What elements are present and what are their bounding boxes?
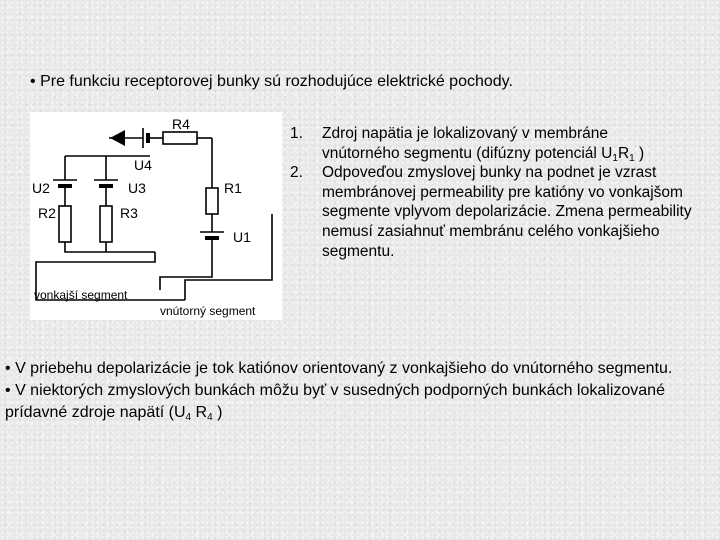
bottom-bullets	[5, 358, 705, 424]
subscript-1b: 1	[629, 152, 635, 164]
list-item-text: Odpoveďou zmyslovej bunky na podnet je vzrast membránovej permeability pre katióny vo vonkajšom segmente vplyvom depolarizácie. Zmena permeability nemusí zasiahnuť membránu celého vonkajšieho segmentu.	[322, 164, 692, 260]
label-u2: U2	[32, 180, 50, 196]
list-item	[290, 163, 715, 261]
label-r4: R4	[172, 116, 190, 132]
bullet-text-prefix: V niektorých zmyslových bunkách môžu byť v susedných podporných bunkách lokalizované prídavné zdroje napätí (U	[5, 382, 665, 421]
line2-prefix: vnútorného segmentu (difúzny potenciál U	[322, 144, 613, 162]
intro-bullet	[30, 72, 690, 92]
resistor-r4	[163, 132, 197, 144]
subscript-4a: 4	[185, 412, 192, 423]
bullet-paragraph-1	[5, 358, 705, 380]
receptor-circuit-diagram	[30, 112, 282, 320]
label-r1: R1	[224, 180, 242, 196]
bullet-text-suffix: )	[212, 404, 223, 421]
subscript-4b: 4	[207, 412, 213, 423]
bullet-marker: •	[5, 360, 11, 377]
resistor-r2	[59, 206, 71, 242]
resistor-r3	[100, 206, 112, 242]
list-number: 2.	[290, 164, 303, 182]
label-outer-segment: vonkajší segment	[34, 288, 128, 302]
circuit-svg	[30, 112, 282, 320]
bullet-paragraph-2	[5, 380, 705, 424]
label-inner-segment: vnútorný segment	[160, 304, 256, 318]
list-item	[290, 124, 715, 163]
bullet-marker: •	[5, 382, 11, 399]
label-r2: R2	[38, 205, 56, 221]
list-item-line1: Zdroj napätia je lokalizovaný v membráne	[322, 125, 609, 142]
label-u4: U4	[134, 157, 152, 173]
label-u1: U1	[233, 229, 251, 245]
resistor-r1	[206, 188, 218, 214]
numbered-list	[290, 124, 715, 261]
symbol-r: R	[191, 404, 208, 421]
bullet-text: V priebehu depolarizácie je tok katiónov orientovaný z vonkajšieho do vnútorného segmentu.	[15, 360, 673, 377]
label-u3: U3	[128, 180, 146, 196]
line2-suffix: )	[634, 144, 645, 162]
diode-arrow	[110, 130, 125, 146]
subscript-1a: 1	[612, 152, 618, 164]
label-r3: R3	[120, 205, 138, 221]
list-number: 1.	[290, 125, 303, 142]
bullet-marker: •	[30, 73, 36, 90]
symbol-r: R	[617, 144, 630, 162]
intro-text: Pre funkciu receptorovej bunky sú rozhodujúce elektrické pochody.	[40, 73, 513, 90]
list-item-line2	[322, 145, 644, 162]
